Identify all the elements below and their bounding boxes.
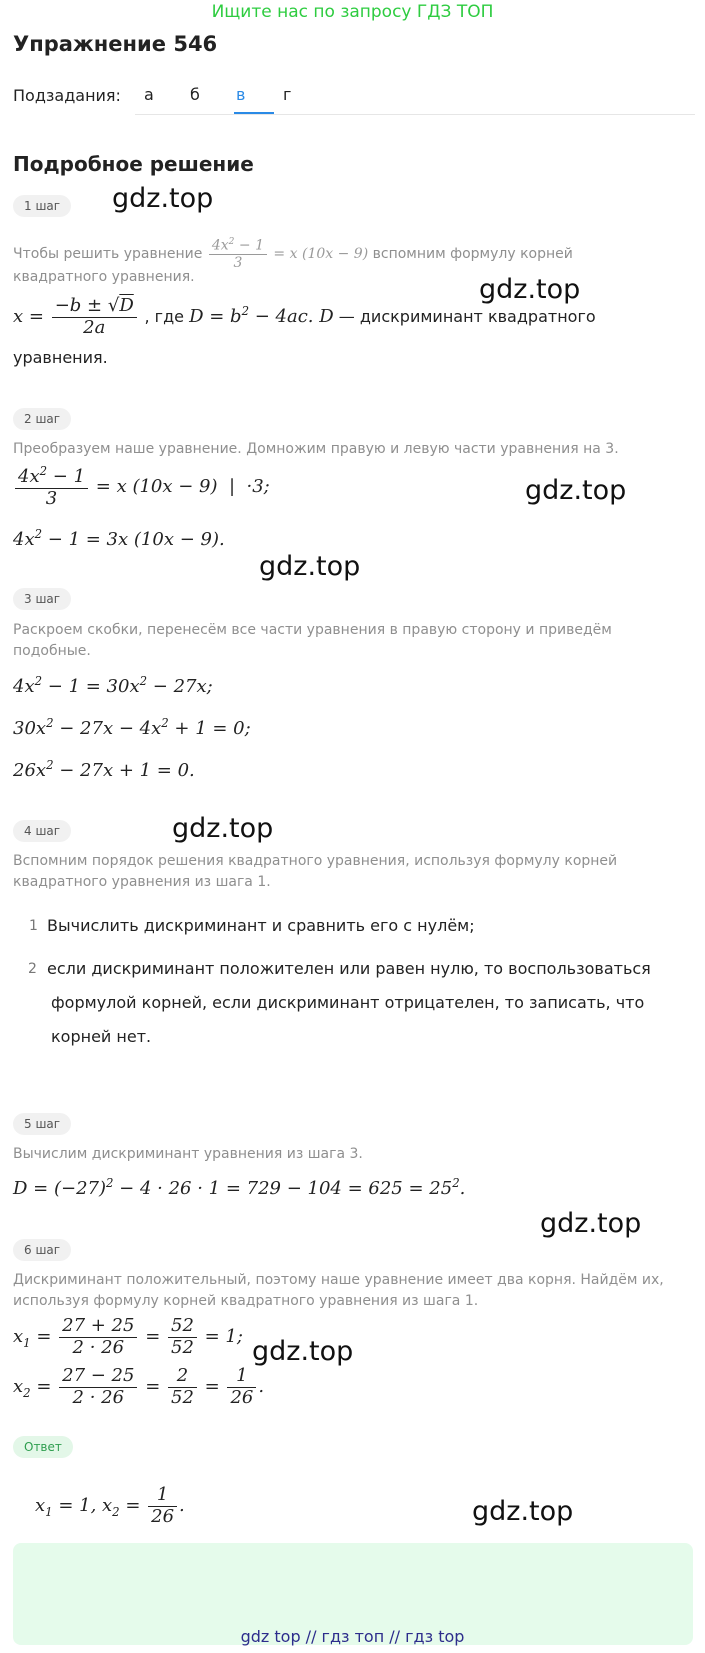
step-4-text-b: квадратного уравнения из шага 1. [13,874,271,890]
tab-b[interactable]: б [190,85,200,104]
step-5-text: Вычислим дискриминант уравнения из шага 3. [13,1146,363,1162]
root-formula-desc-end: уравнения. [13,348,108,367]
list-item-number: 1 [29,918,38,934]
step-1-text-a: Чтобы решить уравнение [13,245,203,262]
list-item: если дискриминант положителен или равен нулю, то воспользоваться [47,959,651,978]
answer-badge: Ответ [13,1436,73,1458]
list-item-continued: формулой корней, если дискриминант отрицателен, то записать, что [51,993,645,1012]
tab-g[interactable]: г [283,85,292,104]
list-item-number: 2 [28,961,37,977]
step-1-text-b: вспомним формулу корней [372,245,573,262]
watermark: gdz.top [472,1496,574,1527]
subtasks-label: Подзадания: [13,86,121,105]
step-1-text-c: квадратного уравнения. [13,269,195,285]
root-formula-desc: — дискриминант квадратного [338,307,596,327]
step-4-text-a: Вспомним порядок решения квадратного уравнения, используя формулу корней [13,853,618,869]
active-tab-indicator [234,112,274,114]
tab-a[interactable]: а [144,85,154,104]
search-banner[interactable]: Ищите нас по запросу ГДЗ ТОП [211,2,494,22]
step-1-badge: 1 шаг [13,195,71,217]
step-6-root-1: $x_1$ = $\frac{27 + 25}{2 \cdot 26}$ = $\frac{52}{52}$ = 1; [13,1315,243,1358]
step-6-badge: 6 шаг [13,1239,71,1261]
step-3-badge: 3 шаг [13,588,71,610]
step-6-text-b: используя формулу корней квадратного уравнения из шага 1. [13,1293,479,1309]
watermark: gdz.top [112,183,214,214]
step-3-text-a: Раскроем скобки, перенесём все части уравнения в правую сторону и приведём [13,622,612,638]
root-formula-where: , где [144,307,184,327]
step-3-equation-1: $4x^2 - 1 = 30x^2 - 27x$; [13,674,213,697]
step-1-equation: $\frac{4x^2 - 1}{3}$ = x (10x − 9) [207,246,373,262]
step-6-text-a: Дискриминант положительный, поэтому наше уравнение имеет два корня. Найдём их, [13,1272,664,1288]
watermark: gdz.top [252,1336,354,1367]
page-title: Упражнение 546 [13,32,218,56]
step-2-equation-2: $4x^2 - 1 = 3x$ (10x − 9). [13,527,225,550]
footer-links[interactable]: gdz top // гдз топ // гдз top [240,1627,465,1646]
watermark: gdz.top [172,813,274,844]
tabs-divider [135,114,695,115]
tab-v[interactable]: в [236,85,246,104]
step-5-equation: $D = (-27)^2 - 4 \cdot 26 \cdot 1 = 729 - 104 = 625 = 25^2$. [13,1176,466,1199]
step-4-badge: 4 шаг [13,820,71,842]
step-2-equation-1: $\frac{4x^2 - 1}{3}$ = x (10x − 9) | ·3; [13,465,270,509]
step-2-badge: 2 шаг [13,408,71,430]
answer-equation: $x_1 = 1$, $x_2$ = $\frac{1}{26}$ . [35,1484,185,1527]
watermark: gdz.top [479,274,581,305]
step-2-text: Преобразуем наше уравнение. Домножим правую и левую части уравнения на 3. [13,441,619,457]
list-item-continued: корней нет. [51,1027,152,1046]
step-3-equation-2: $30x^2 - 27x - 4x^2 + 1 = 0$; [13,716,251,739]
watermark: gdz.top [525,475,627,506]
step-5-badge: 5 шаг [13,1113,71,1135]
step-6-root-2: $x_2$ = $\frac{27 - 25}{2 \cdot 26}$ = $\frac{2}{52}$ = $\frac{1}{26}$ . [13,1365,265,1408]
root-formula: x = $\frac{-b \pm √D}{2a}$ , где $D = b^2 - 4ac$. D — дискриминант квадратного [13,295,596,338]
step-3-text-b: подобные. [13,643,91,659]
watermark: gdz.top [259,551,361,582]
step-3-equation-3: $26x^2 - 27x + 1 = 0$. [13,758,195,781]
list-item: Вычислить дискриминант и сравнить его с нулём; [47,916,475,935]
watermark: gdz.top [540,1208,642,1239]
solution-heading: Подробное решение [13,152,254,176]
